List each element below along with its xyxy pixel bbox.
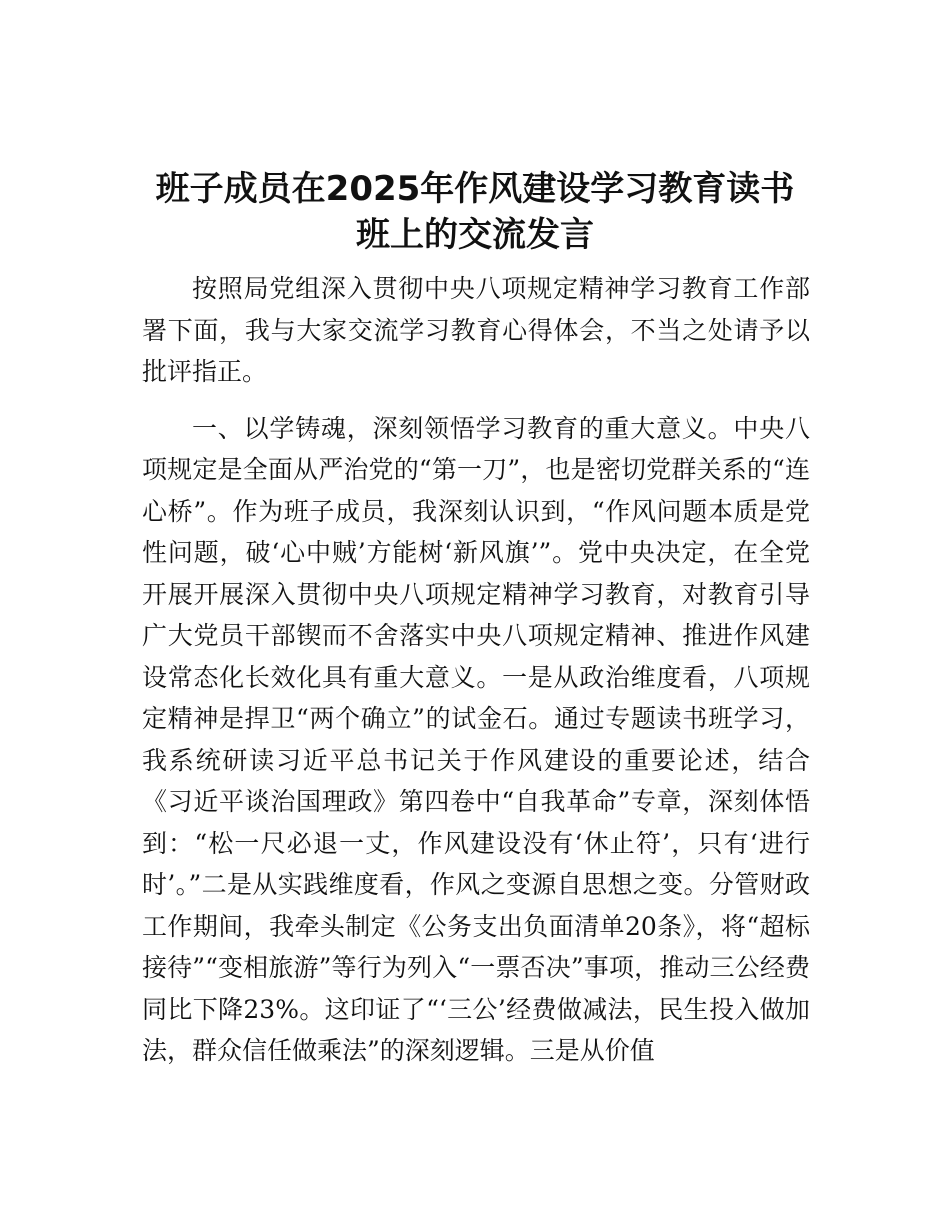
- document-body: [142, 268, 810, 1087]
- body-paragraph: 按照局党组深入贯彻中央八项规定精神学习教育工作部署下面，我与大家交流学习教育心得体会，不当之处请予以批评指正。: [142, 274, 810, 386]
- body-paragraph: 一、以学铸魂，深刻领悟学习教育的重大意义。中央八项规定是全面从严治党的“第一刀”，也是密切党群关系的“连心桥”。作为班子成员，我深刻认识到，“作风问题本质是党性问题，破‘心中贼’方能树‘新风旗’”。党中央决定，在全党开展开展深入贯彻中央八项规定精神学习教育，对教育引导广大党员干部锲而不舍落实中央八项规定精神、推进作风建设常态化长效化具有重大意义。一是从政治维度看，八项规定精神是捍卫“两个确立”的试金石。通过专题读书班学习，我系统研读习近平总书记关于作风建设的重要论述，结合《习近平谈治国理政》第四卷中“自我革命”专章，深刻体悟到：“松一尺必退一丈，作风建设没有‘休止符’，只有‘进行时’。”二是从实践维度看，作风之变源自思想之变。分管财政工作期间，我牵头制定《公务支出负面清单20条》，将“超标接待”“变相旅游”等行为列入“一票否决”事项，推动三公经费同比下降23%。这印证了“‘三公’经费做减法，民生投入做加法，群众信任做乘法”的深刻逻辑。三是从价值: [142, 413, 810, 1065]
- document-title: 班子成员在2025年作风建设学习教育读书班上的交流发言: [155, 169, 795, 255]
